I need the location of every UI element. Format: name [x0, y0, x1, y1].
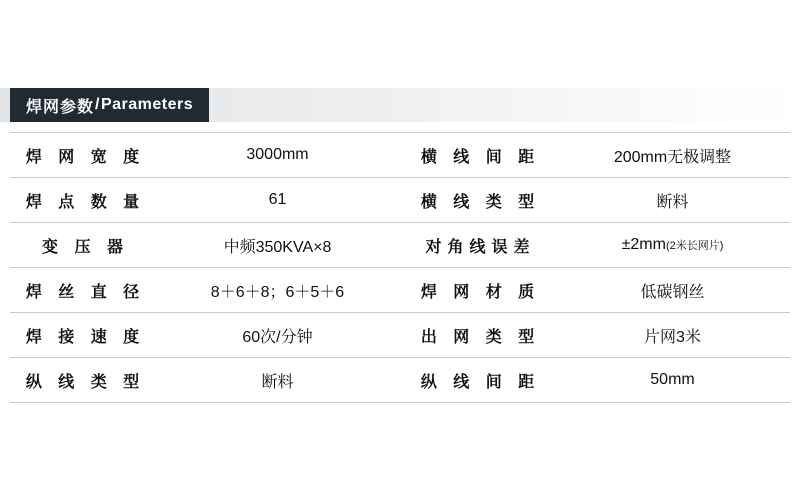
row-value-right [555, 144, 790, 167]
row-label-left-cell [10, 268, 155, 313]
section-title-separator: / [95, 96, 100, 113]
row-value-left: 中频350KVA×8 [223, 238, 332, 256]
row-label-right: 出 网 类 型 [420, 328, 541, 346]
row-label-left-cell [10, 223, 155, 268]
row-value-right-main: 片网3米 [644, 328, 701, 346]
row-label-left-cell [10, 133, 155, 178]
parameters-table-body [10, 133, 790, 403]
row-label-right-cell [400, 358, 555, 403]
row-value-left-cell [155, 133, 400, 178]
row-label-right: 横 线 间 距 [420, 148, 541, 166]
row-value-right-note: (2米长网片) [665, 240, 724, 252]
row-value-left: 断料 [261, 373, 294, 391]
row-label-left-cell [10, 313, 155, 358]
row-label-right: 纵 线 间 距 [420, 373, 541, 391]
row-label-right: 焊 网 材 质 [420, 283, 541, 301]
section-header [0, 88, 800, 122]
row-value-left: 8＋6＋8；6＋5＋6 [210, 283, 345, 301]
table-row [10, 223, 790, 268]
row-value-left: 60次/分钟 [242, 328, 313, 346]
row-value-left: 61 [268, 191, 287, 208]
section-title-en: Parameters [100, 96, 194, 113]
row-label-left: 变 压 器 [42, 238, 129, 256]
row-value-left-cell [155, 223, 400, 268]
row-value-right [555, 324, 790, 347]
row-value-right [555, 279, 790, 302]
row-label-right: 对角线误差 [425, 238, 536, 256]
row-value-right-cell [555, 268, 790, 313]
row-value-right [555, 371, 790, 389]
row-value-right-cell [555, 223, 790, 268]
table-row [10, 268, 790, 313]
row-value-right-main: 200mm无极调整 [613, 148, 732, 166]
table-row [10, 313, 790, 358]
row-label-right-cell [400, 223, 555, 268]
row-value-right [555, 236, 790, 254]
row-label-left-cell [10, 178, 155, 223]
row-label-left: 焊 丝 直 径 [25, 283, 146, 301]
row-value-left-cell [155, 268, 400, 313]
row-value-right-main: 断料 [656, 193, 689, 211]
row-label-left: 焊 点 数 量 [25, 193, 146, 211]
row-label-left: 焊 接 速 度 [25, 328, 146, 346]
parameters-table [10, 132, 790, 403]
row-label-right-cell [400, 268, 555, 313]
row-value-left: 3000mm [246, 146, 309, 163]
row-value-right-main: 低碳钢丝 [640, 283, 705, 301]
table-row [10, 178, 790, 223]
section-title-cn: 焊网参数 [26, 98, 95, 116]
row-value-left-cell [155, 178, 400, 223]
row-label-left-cell [10, 358, 155, 403]
row-value-right-cell [555, 133, 790, 178]
row-value-right-cell [555, 313, 790, 358]
row-label-right: 横 线 类 型 [420, 193, 541, 211]
row-label-left: 纵 线 类 型 [25, 373, 146, 391]
row-value-right-main: ±2mm [621, 236, 666, 253]
table-row [10, 133, 790, 178]
row-value-right-cell [555, 178, 790, 223]
row-value-left-cell [155, 313, 400, 358]
row-value-right [555, 189, 790, 212]
row-value-right-main: 50mm [650, 371, 695, 388]
row-label-right-cell [400, 133, 555, 178]
row-label-left: 焊 网 宽 度 [25, 148, 146, 166]
row-label-right-cell [400, 178, 555, 223]
row-value-left-cell [155, 358, 400, 403]
row-value-right-cell [555, 358, 790, 403]
table-row [10, 358, 790, 403]
row-label-right-cell [400, 313, 555, 358]
section-header-tab [10, 88, 209, 122]
